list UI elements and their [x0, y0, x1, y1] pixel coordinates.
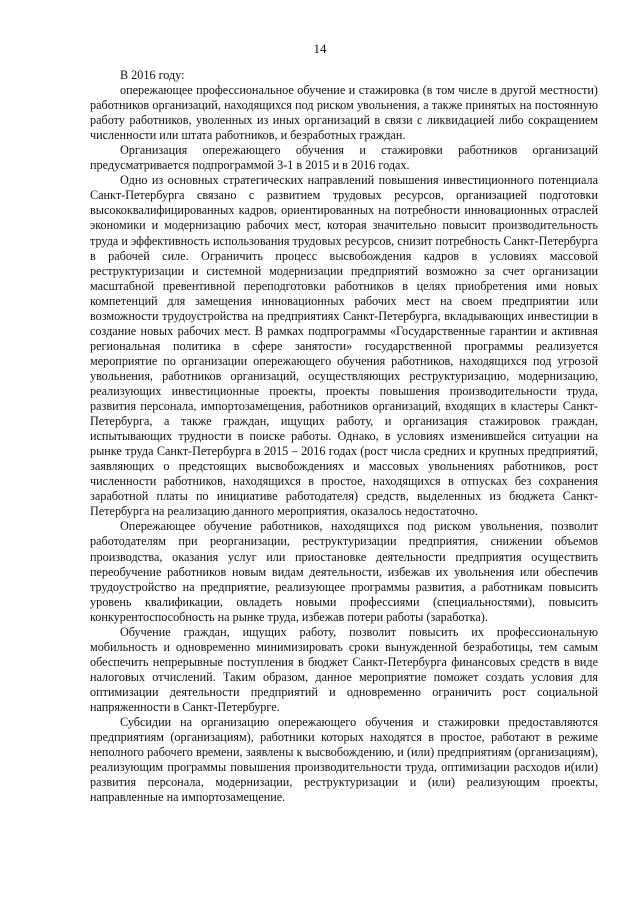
paragraph-job-seekers: Обучение граждан, ищущих работу, позволит повысить их профессиональную мобильность и одновременно минимизировать сроки вынужденной безработицы, тем самым обеспечить непрерывные поступления в бюджет Санкт-Петербурга финансовых средств в виде налоговых отчислений. Таким образом, данное мероприятие поможет создать условия для оптимизации деятельности предприятий и одновременно ограничить рост социальной напряженности в Санкт-Петербурге.: [90, 624, 598, 714]
paragraph-strategic-direction: Одно из основных стратегических направлений повышения инвестиционного потенциала Санкт-Петербурга связано с развитием трудовых ресурсов, организацией подготовки высококвалифицированных кадров, ориентированных на потребности инновационных отраслей экономики и модернизацию рабочих мест, которая значительно повысит производительность труда и эффективность использования трудовых ресурсов, снизит потребность Санкт-Петербурга в рабочей силе. Ограничить процесс высвобождения кадров в условиях массовой реструктуризации и системной модернизации предприятий возможно за счет организации масштабной превентивной переподготовки работников в целях приобретения ими новых компетенций для замещения инновационных рабочих мест на своем предприятии или возможности трудоустройства на предприятиях Санкт-Петербурга, вкладывающих инвестиции в создание новых рабочих мест. В рамках подпрограммы «Государственные гарантии и активная региональная политика в сфере занятости» государственной программы реализуется мероприятие по организации опережающего обучения работников, находящихся под угрозой увольнения, работников организаций, осуществляющих реструктуризацию, модернизацию, реализующих инвестиционные проекты, проекты повышения производительности труда, развития персонала, импортозамещения, работников организаций, входящих в кластеры Санкт-Петербурга, а также граждан, ищущих работу, и организация стажировок граждан, испытывающих трудности в поиске работы. Однако, в условиях изменившейся ситуации на рынке труда Санкт-Петербурга в 2015 – 2016 годах (рост числа средних и крупных предприятий, заявляющих о предстоящих высвобождениях и массовых увольнениях работников, рост численности работников, находящихся в простое, находящихся в отпусках без сохранения заработной платы по инициативе работодателя) средств, выделенных из бюджета Санкт-Петербурга на реализацию данного мероприятия, оказалось недостаточно.: [90, 173, 598, 519]
document-body: [90, 68, 598, 805]
paragraph-year-heading: В 2016 году:: [120, 68, 185, 82]
paragraph-training-item: опережающее профессиональное обучение и стажировка (в том числе в другой местности) работников организаций, находящихся под риском увольнения, а также принятых на постоянную работу работников, уволенных из иных организаций в связи с ликвидацией либо сокращением численности или штата работников, и безработных граждан.: [90, 83, 598, 143]
paragraph-subsidies: Субсидии на организацию опережающего обучения и стажировки предоставляются предприятиям (организациям), работники которых находятся в простое, работают в режиме неполного рабочего времени, заявлены к высвобождению, и (или) предприятиям (организациям), реализующим программы повышения производительности труда, оптимизации расходов и(или) развития персонала, модернизации, реструктуризации и (или) реализующим проекты, направленные на импортозамещение.: [90, 715, 598, 805]
paragraph-advance-training: Опережающее обучение работников, находящихся под риском увольнения, позволит работодателям при реорганизации, реструктуризации предприятия, снижении объемов производства, оказания услуг или приостановке деятельности предприятия осуществить переобучение работников новым видам деятельности, избежав их увольнения или обеспечив трудоустройство на предприятие, реализующее программы развития, а работникам повысить уровень квалификации, овладеть новыми профессиями (специальностями), повысить конкурентоспособность на рынке труда, избежав потери работы (заработка).: [90, 519, 598, 624]
paragraph-subprogram: Организация опережающего обучения и стажировки работников организаций предусматривается подпрограммой 3-1 в 2015 и в 2016 годах.: [90, 143, 598, 173]
page-number: 14: [313, 41, 327, 56]
